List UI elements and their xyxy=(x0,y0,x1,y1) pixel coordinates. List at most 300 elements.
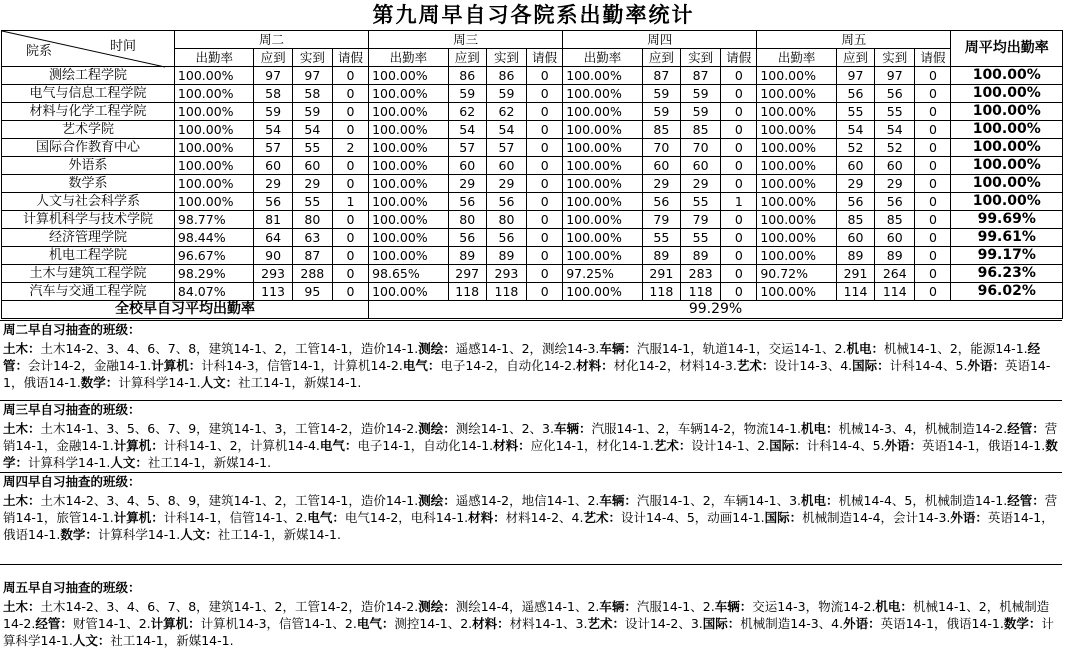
rate-cell: 100.00% xyxy=(369,247,449,265)
note-category: 经管： xyxy=(1007,421,1045,436)
table-row xyxy=(2,85,1063,103)
present-cell: 58 xyxy=(292,85,332,103)
present-cell: 62 xyxy=(486,103,526,121)
note-classes: 机械14-4、5，机械制造14-1. xyxy=(838,493,1008,508)
expected-cell: 56 xyxy=(254,193,292,211)
note-classes: 计科14-1、2，计算机14-4. xyxy=(163,438,320,453)
present-cell: 52 xyxy=(875,139,915,157)
rate-cell: 100.00% xyxy=(369,175,449,193)
expected-cell: 113 xyxy=(254,283,292,301)
leave-cell: 0 xyxy=(332,85,368,103)
present-cell: 60 xyxy=(292,157,332,175)
rate-cell: 98.29% xyxy=(174,265,254,283)
leave-cell: 0 xyxy=(332,175,368,193)
present-cell: 89 xyxy=(680,247,720,265)
weekly-average-cell: 100.00% xyxy=(951,85,1063,103)
department-cell: 人文与社会科学系 xyxy=(2,193,175,211)
note-classes: 机械14-1、2，能源14-1. xyxy=(883,341,1028,356)
present-cell: 60 xyxy=(486,157,526,175)
expected-header: 应到 xyxy=(254,49,292,67)
note-classes: 财管14-1、2. xyxy=(72,616,151,631)
expected-cell: 86 xyxy=(448,67,486,85)
leave-cell: 0 xyxy=(527,103,563,121)
note-classes: 计算科学14-1. xyxy=(3,616,1054,648)
weekly-average-cell: 96.02% xyxy=(951,283,1063,301)
rate-cell: 100.00% xyxy=(757,139,837,157)
note-category: 车辆： xyxy=(714,599,753,614)
present-cell: 56 xyxy=(875,85,915,103)
leave-cell: 0 xyxy=(721,157,757,175)
leave-cell: 0 xyxy=(915,265,951,283)
rate-cell: 98.44% xyxy=(174,229,254,247)
rate-cell: 98.65% xyxy=(369,265,449,283)
present-cell: 55 xyxy=(680,229,720,247)
note-category: 数学： xyxy=(60,527,98,542)
note-heading: 周五早自习抽查的班级： xyxy=(3,580,141,595)
leave-cell: 0 xyxy=(721,103,757,121)
leave-cell: 2 xyxy=(332,139,368,157)
note-classes: 电子14-1，自动化14-1. xyxy=(357,438,494,453)
note-category: 人文： xyxy=(200,375,239,390)
leave-header: 请假 xyxy=(527,49,563,67)
spot-check-notes xyxy=(0,320,1062,648)
expected-cell: 79 xyxy=(642,211,680,229)
attendance-table xyxy=(1,30,1063,319)
note-classes: 计算科学14-1. xyxy=(97,527,181,542)
leave-cell: 0 xyxy=(915,85,951,103)
note-category: 国际： xyxy=(769,438,807,453)
present-header: 实到 xyxy=(875,49,915,67)
note-category: 人文： xyxy=(180,527,218,542)
rate-cell: 100.00% xyxy=(563,157,643,175)
header-row-days xyxy=(2,31,1063,49)
present-cell: 60 xyxy=(875,157,915,175)
leave-cell: 0 xyxy=(332,283,368,301)
leave-cell: 0 xyxy=(527,121,563,139)
expected-cell: 114 xyxy=(836,283,874,301)
note-heading: 周三早自习抽查的班级： xyxy=(3,402,141,417)
expected-cell: 56 xyxy=(836,193,874,211)
note-classes: 计算机14-3，信管14-1、2. xyxy=(200,616,357,631)
rate-cell: 100.00% xyxy=(369,85,449,103)
leave-cell: 0 xyxy=(721,283,757,301)
note-category: 机电： xyxy=(846,341,884,356)
expected-cell: 29 xyxy=(254,175,292,193)
expected-cell: 60 xyxy=(836,229,874,247)
expected-header: 应到 xyxy=(448,49,486,67)
leave-cell: 0 xyxy=(527,85,563,103)
note-category: 计算机： xyxy=(113,438,164,453)
expected-cell: 60 xyxy=(254,157,292,175)
note-classes: 营销14-1，旅管14-1. xyxy=(3,493,1058,525)
note-classes: 汽服14-1，轨道14-1，交运14-1、2. xyxy=(636,341,847,356)
expected-cell: 54 xyxy=(836,121,874,139)
note-classes: 计算科学14-1. xyxy=(118,375,201,390)
note-classes: 计科14-4、5. xyxy=(806,438,885,453)
department-cell: 艺术学院 xyxy=(2,121,175,139)
leave-cell: 0 xyxy=(527,247,563,265)
note-classes: 材料14-2、4. xyxy=(505,510,584,525)
note-category: 人文： xyxy=(72,633,111,648)
note-category: 车辆： xyxy=(599,341,637,356)
leave-cell: 0 xyxy=(527,265,563,283)
note-category: 机电： xyxy=(875,599,913,614)
rate-cell: 100.00% xyxy=(369,121,449,139)
note-classes: 营销14-1，金融14-1. xyxy=(3,421,1058,453)
present-cell: 87 xyxy=(292,247,332,265)
day-header-tue: 周二 xyxy=(174,31,368,49)
present-cell: 56 xyxy=(486,229,526,247)
rate-cell: 100.00% xyxy=(563,139,643,157)
note-text xyxy=(3,338,1062,391)
note-category: 测绘： xyxy=(418,341,456,356)
leave-cell: 0 xyxy=(527,139,563,157)
leave-cell: 0 xyxy=(527,211,563,229)
leave-cell: 0 xyxy=(527,157,563,175)
table-row xyxy=(2,121,1063,139)
attendance-rate-header: 出勤率 xyxy=(174,49,254,67)
present-cell: 60 xyxy=(875,229,915,247)
rate-cell: 100.00% xyxy=(369,157,449,175)
weekly-average-cell: 99.69% xyxy=(951,211,1063,229)
rate-cell: 97.25% xyxy=(563,265,643,283)
present-cell: 54 xyxy=(486,121,526,139)
expected-cell: 59 xyxy=(254,103,292,121)
note-classes: 设计14-4、5，动画14-1. xyxy=(620,510,765,525)
weekly-average-cell: 100.00% xyxy=(951,157,1063,175)
rate-cell: 100.00% xyxy=(757,103,837,121)
expected-cell: 297 xyxy=(448,265,486,283)
note-category: 测绘： xyxy=(418,421,456,436)
note-category: 数学： xyxy=(3,438,1058,470)
expected-cell: 56 xyxy=(642,193,680,211)
present-cell: 293 xyxy=(486,265,526,283)
leave-header: 请假 xyxy=(915,49,951,67)
expected-cell: 291 xyxy=(836,265,874,283)
present-cell: 54 xyxy=(292,121,332,139)
note-category: 机电： xyxy=(801,421,839,436)
rate-cell: 100.00% xyxy=(563,103,643,121)
leave-cell: 1 xyxy=(721,193,757,211)
leave-cell: 0 xyxy=(527,175,563,193)
department-cell: 测绘工程学院 xyxy=(2,67,175,85)
rate-cell: 90.72% xyxy=(757,265,837,283)
attendance-rate-header: 出勤率 xyxy=(369,49,449,67)
present-cell: 56 xyxy=(875,193,915,211)
note-classes: 测绘14-1、2、3. xyxy=(455,421,554,436)
note-category: 车辆： xyxy=(599,599,637,614)
note-category: 国际： xyxy=(764,510,803,525)
leave-cell: 0 xyxy=(721,175,757,193)
department-cell: 材料与化学工程学院 xyxy=(2,103,175,121)
note-category: 测绘： xyxy=(418,599,456,614)
note-text xyxy=(3,596,1062,649)
note-classes: 社工14-1，新媒14-1. xyxy=(147,455,272,470)
expected-cell: 118 xyxy=(448,283,486,301)
present-cell: 59 xyxy=(680,85,720,103)
expected-cell: 97 xyxy=(836,67,874,85)
present-cell: 56 xyxy=(486,193,526,211)
present-cell: 63 xyxy=(292,229,332,247)
weekly-average-cell: 100.00% xyxy=(951,139,1063,157)
weekly-average-cell: 100.00% xyxy=(951,193,1063,211)
note-classes: 测控14-1、2. xyxy=(394,616,473,631)
note-classes: 英语14-1，俄语14-1. xyxy=(3,510,1054,542)
diag-right-label: 时间 xyxy=(110,39,137,54)
note-classes: 英语14-1，俄语14-1. xyxy=(922,438,1046,453)
table-row xyxy=(2,193,1063,211)
rate-cell: 100.00% xyxy=(563,175,643,193)
leave-cell: 0 xyxy=(527,229,563,247)
present-cell: 59 xyxy=(292,103,332,121)
present-cell: 114 xyxy=(875,283,915,301)
present-header: 实到 xyxy=(292,49,332,67)
note-classes: 机械14-3、4，机械制造14-2. xyxy=(838,421,1008,436)
rate-cell: 100.00% xyxy=(757,175,837,193)
leave-cell: 0 xyxy=(915,121,951,139)
school-average-value: 99.29% xyxy=(369,301,1063,319)
rate-cell: 100.00% xyxy=(174,157,254,175)
note-category: 机电： xyxy=(801,493,839,508)
table-row xyxy=(2,103,1063,121)
rate-cell: 100.00% xyxy=(369,283,449,301)
department-cell: 数学系 xyxy=(2,175,175,193)
note-classes: 英语14-1，俄语14-1. xyxy=(880,616,1004,631)
note-category: 艺术： xyxy=(736,358,775,373)
expected-cell: 29 xyxy=(836,175,874,193)
expected-cell: 70 xyxy=(642,139,680,157)
table-row xyxy=(2,247,1063,265)
note-heading: 周四早自习抽查的班级： xyxy=(3,474,141,489)
present-cell: 288 xyxy=(292,265,332,283)
expected-cell: 89 xyxy=(836,247,874,265)
rate-cell: 84.07% xyxy=(174,283,254,301)
rate-cell: 96.67% xyxy=(174,247,254,265)
rate-cell: 100.00% xyxy=(369,103,449,121)
department-cell: 机电工程学院 xyxy=(2,247,175,265)
expected-cell: 58 xyxy=(254,85,292,103)
rate-cell: 100.00% xyxy=(563,85,643,103)
expected-cell: 57 xyxy=(448,139,486,157)
rate-cell: 98.77% xyxy=(174,211,254,229)
note-classes: 设计14-2、3. xyxy=(624,616,703,631)
department-cell: 国际合作教育中心 xyxy=(2,139,175,157)
rate-cell: 100.00% xyxy=(563,121,643,139)
leave-cell: 0 xyxy=(332,121,368,139)
expected-cell: 59 xyxy=(642,85,680,103)
leave-cell: 0 xyxy=(915,175,951,193)
day-header-thu: 周四 xyxy=(563,31,757,49)
rate-cell: 100.00% xyxy=(369,211,449,229)
expected-cell: 118 xyxy=(642,283,680,301)
leave-cell: 0 xyxy=(915,193,951,211)
note-classes: 社工14-1，新媒14-1. xyxy=(238,375,362,390)
present-cell: 70 xyxy=(680,139,720,157)
present-cell: 55 xyxy=(875,103,915,121)
weekly-average-cell: 99.61% xyxy=(951,229,1063,247)
note-category: 电气： xyxy=(319,438,358,453)
department-cell: 汽车与交通工程学院 xyxy=(2,283,175,301)
note-classes: 测绘14-4，遥感14-1、2. xyxy=(455,599,600,614)
leave-cell: 0 xyxy=(721,229,757,247)
expected-cell: 81 xyxy=(254,211,292,229)
expected-cell: 54 xyxy=(448,121,486,139)
note-category: 艺术： xyxy=(587,616,625,631)
leave-cell: 0 xyxy=(721,247,757,265)
note-category: 土木： xyxy=(3,599,41,614)
weekly-average-cell: 100.00% xyxy=(951,103,1063,121)
expected-cell: 90 xyxy=(254,247,292,265)
note-category: 计算机： xyxy=(151,358,202,373)
rate-cell: 100.00% xyxy=(174,193,254,211)
leave-cell: 0 xyxy=(915,157,951,175)
weekly-average-cell: 100.00% xyxy=(951,67,1063,85)
note-block xyxy=(0,564,1062,648)
leave-cell: 0 xyxy=(915,247,951,265)
leave-cell: 0 xyxy=(721,139,757,157)
present-cell: 264 xyxy=(875,265,915,283)
leave-cell: 0 xyxy=(332,229,368,247)
leave-cell: 0 xyxy=(721,85,757,103)
department-cell: 外语系 xyxy=(2,157,175,175)
note-category: 经管： xyxy=(3,341,1041,373)
leave-cell: 0 xyxy=(915,67,951,85)
leave-cell: 0 xyxy=(721,265,757,283)
note-category: 艺术： xyxy=(583,510,621,525)
rate-cell: 100.00% xyxy=(563,247,643,265)
note-text xyxy=(3,490,1062,543)
rate-cell: 100.00% xyxy=(563,211,643,229)
note-classes: 机械制造14-3、4. xyxy=(740,616,844,631)
leave-cell: 0 xyxy=(332,247,368,265)
leave-cell: 0 xyxy=(915,139,951,157)
note-classes: 英语14-1，俄语14-1. xyxy=(3,358,1051,390)
note-classes: 汽服14-1、2，车辆14-1、3. xyxy=(636,493,802,508)
note-category: 测绘： xyxy=(418,493,456,508)
note-category: 车辆： xyxy=(553,421,592,436)
day-header-fri: 周五 xyxy=(757,31,951,49)
note-classes: 机械14-1、2，机械制造14-2. xyxy=(3,599,1050,631)
weekly-average-cell: 100.00% xyxy=(951,121,1063,139)
rate-cell: 100.00% xyxy=(174,67,254,85)
weekly-average-cell: 96.23% xyxy=(951,265,1063,283)
note-category: 材料： xyxy=(472,616,510,631)
note-classes: 计科14-4、5. xyxy=(889,358,968,373)
expected-cell: 87 xyxy=(642,67,680,85)
expected-cell: 80 xyxy=(448,211,486,229)
school-average-label: 全校早自习平均出勤率 xyxy=(2,301,369,319)
present-cell: 97 xyxy=(292,67,332,85)
note-classes: 土木14-2、3、4、6、7、8，建筑14-1、2，工管14-2，造价14-2. xyxy=(40,599,419,614)
note-classes: 社工14-1，新媒14-1. xyxy=(217,527,341,542)
rate-cell: 100.00% xyxy=(757,229,837,247)
note-classes: 土木14-2、3、4、5、8、9，建筑14-1、2，工管14-1，造价14-1. xyxy=(40,493,419,508)
present-header: 实到 xyxy=(680,49,720,67)
table-row xyxy=(2,283,1063,301)
leave-header: 请假 xyxy=(332,49,368,67)
present-cell: 29 xyxy=(875,175,915,193)
leave-cell: 0 xyxy=(332,103,368,121)
present-cell: 60 xyxy=(680,157,720,175)
note-category: 人文： xyxy=(110,455,148,470)
sheet-title: 第九周早自习各院系出勤率统计 xyxy=(372,2,695,27)
table-row xyxy=(2,265,1063,283)
leave-cell: 0 xyxy=(721,67,757,85)
expected-cell: 89 xyxy=(642,247,680,265)
leave-cell: 0 xyxy=(527,283,563,301)
table-row xyxy=(2,157,1063,175)
note-category: 计算机： xyxy=(113,510,164,525)
rate-cell: 100.00% xyxy=(757,121,837,139)
department-cell: 经济管理学院 xyxy=(2,229,175,247)
expected-cell: 52 xyxy=(836,139,874,157)
expected-cell: 56 xyxy=(448,193,486,211)
present-cell: 55 xyxy=(292,139,332,157)
note-category: 国际： xyxy=(702,616,741,631)
note-classes: 计算科学14-1. xyxy=(28,455,111,470)
note-classes: 土木14-2、3、4、6、7、8，建筑14-1、2，工管14-1，造价14-1. xyxy=(40,341,419,356)
table-row xyxy=(2,175,1063,193)
note-category: 经管： xyxy=(35,616,73,631)
expected-cell: 62 xyxy=(448,103,486,121)
department-cell: 电气与信息工程学院 xyxy=(2,85,175,103)
table-row xyxy=(2,211,1063,229)
note-category: 计算机： xyxy=(150,616,201,631)
expected-cell: 60 xyxy=(836,157,874,175)
note-category: 土木： xyxy=(3,341,41,356)
expected-header: 应到 xyxy=(642,49,680,67)
rate-cell: 100.00% xyxy=(563,67,643,85)
expected-cell: 29 xyxy=(642,175,680,193)
present-cell: 55 xyxy=(680,193,720,211)
note-category: 材料： xyxy=(576,358,614,373)
note-classes: 机械制造14-4，会计14-3. xyxy=(802,510,951,525)
expected-cell: 89 xyxy=(448,247,486,265)
expected-cell: 55 xyxy=(836,103,874,121)
expected-cell: 55 xyxy=(642,229,680,247)
note-classes: 计科14-3，信管14-1，计算机14-2. xyxy=(201,358,403,373)
note-classes: 汽服14-1、2，车辆14-2，物流14-1. xyxy=(591,421,802,436)
expected-cell: 64 xyxy=(254,229,292,247)
present-cell: 89 xyxy=(875,247,915,265)
note-classes: 材料14-1、3. xyxy=(509,616,588,631)
leave-cell: 0 xyxy=(721,121,757,139)
present-cell: 54 xyxy=(875,121,915,139)
rate-cell: 100.00% xyxy=(757,193,837,211)
note-classes: 电气14-2，电科14-1. xyxy=(344,510,469,525)
note-classes: 社工14-1，新媒14-1. xyxy=(110,633,234,648)
leave-cell: 0 xyxy=(915,211,951,229)
note-classes: 计科14-1，信管14-1、2. xyxy=(163,510,308,525)
present-cell: 86 xyxy=(486,67,526,85)
present-cell: 87 xyxy=(680,67,720,85)
note-category: 外语： xyxy=(884,438,923,453)
leave-cell: 0 xyxy=(915,229,951,247)
note-category: 电气： xyxy=(402,358,441,373)
note-classes: 会计14-2，金融14-1. xyxy=(28,358,152,373)
rate-cell: 100.00% xyxy=(563,229,643,247)
expected-cell: 59 xyxy=(642,103,680,121)
rate-cell: 100.00% xyxy=(757,283,837,301)
present-header: 实到 xyxy=(486,49,526,67)
weekly-average-cell: 100.00% xyxy=(951,175,1063,193)
rate-cell: 100.00% xyxy=(757,247,837,265)
rate-cell: 100.00% xyxy=(174,103,254,121)
expected-cell: 291 xyxy=(642,265,680,283)
note-category: 艺术： xyxy=(653,438,692,453)
leave-cell: 1 xyxy=(332,193,368,211)
note-block xyxy=(0,400,1062,472)
